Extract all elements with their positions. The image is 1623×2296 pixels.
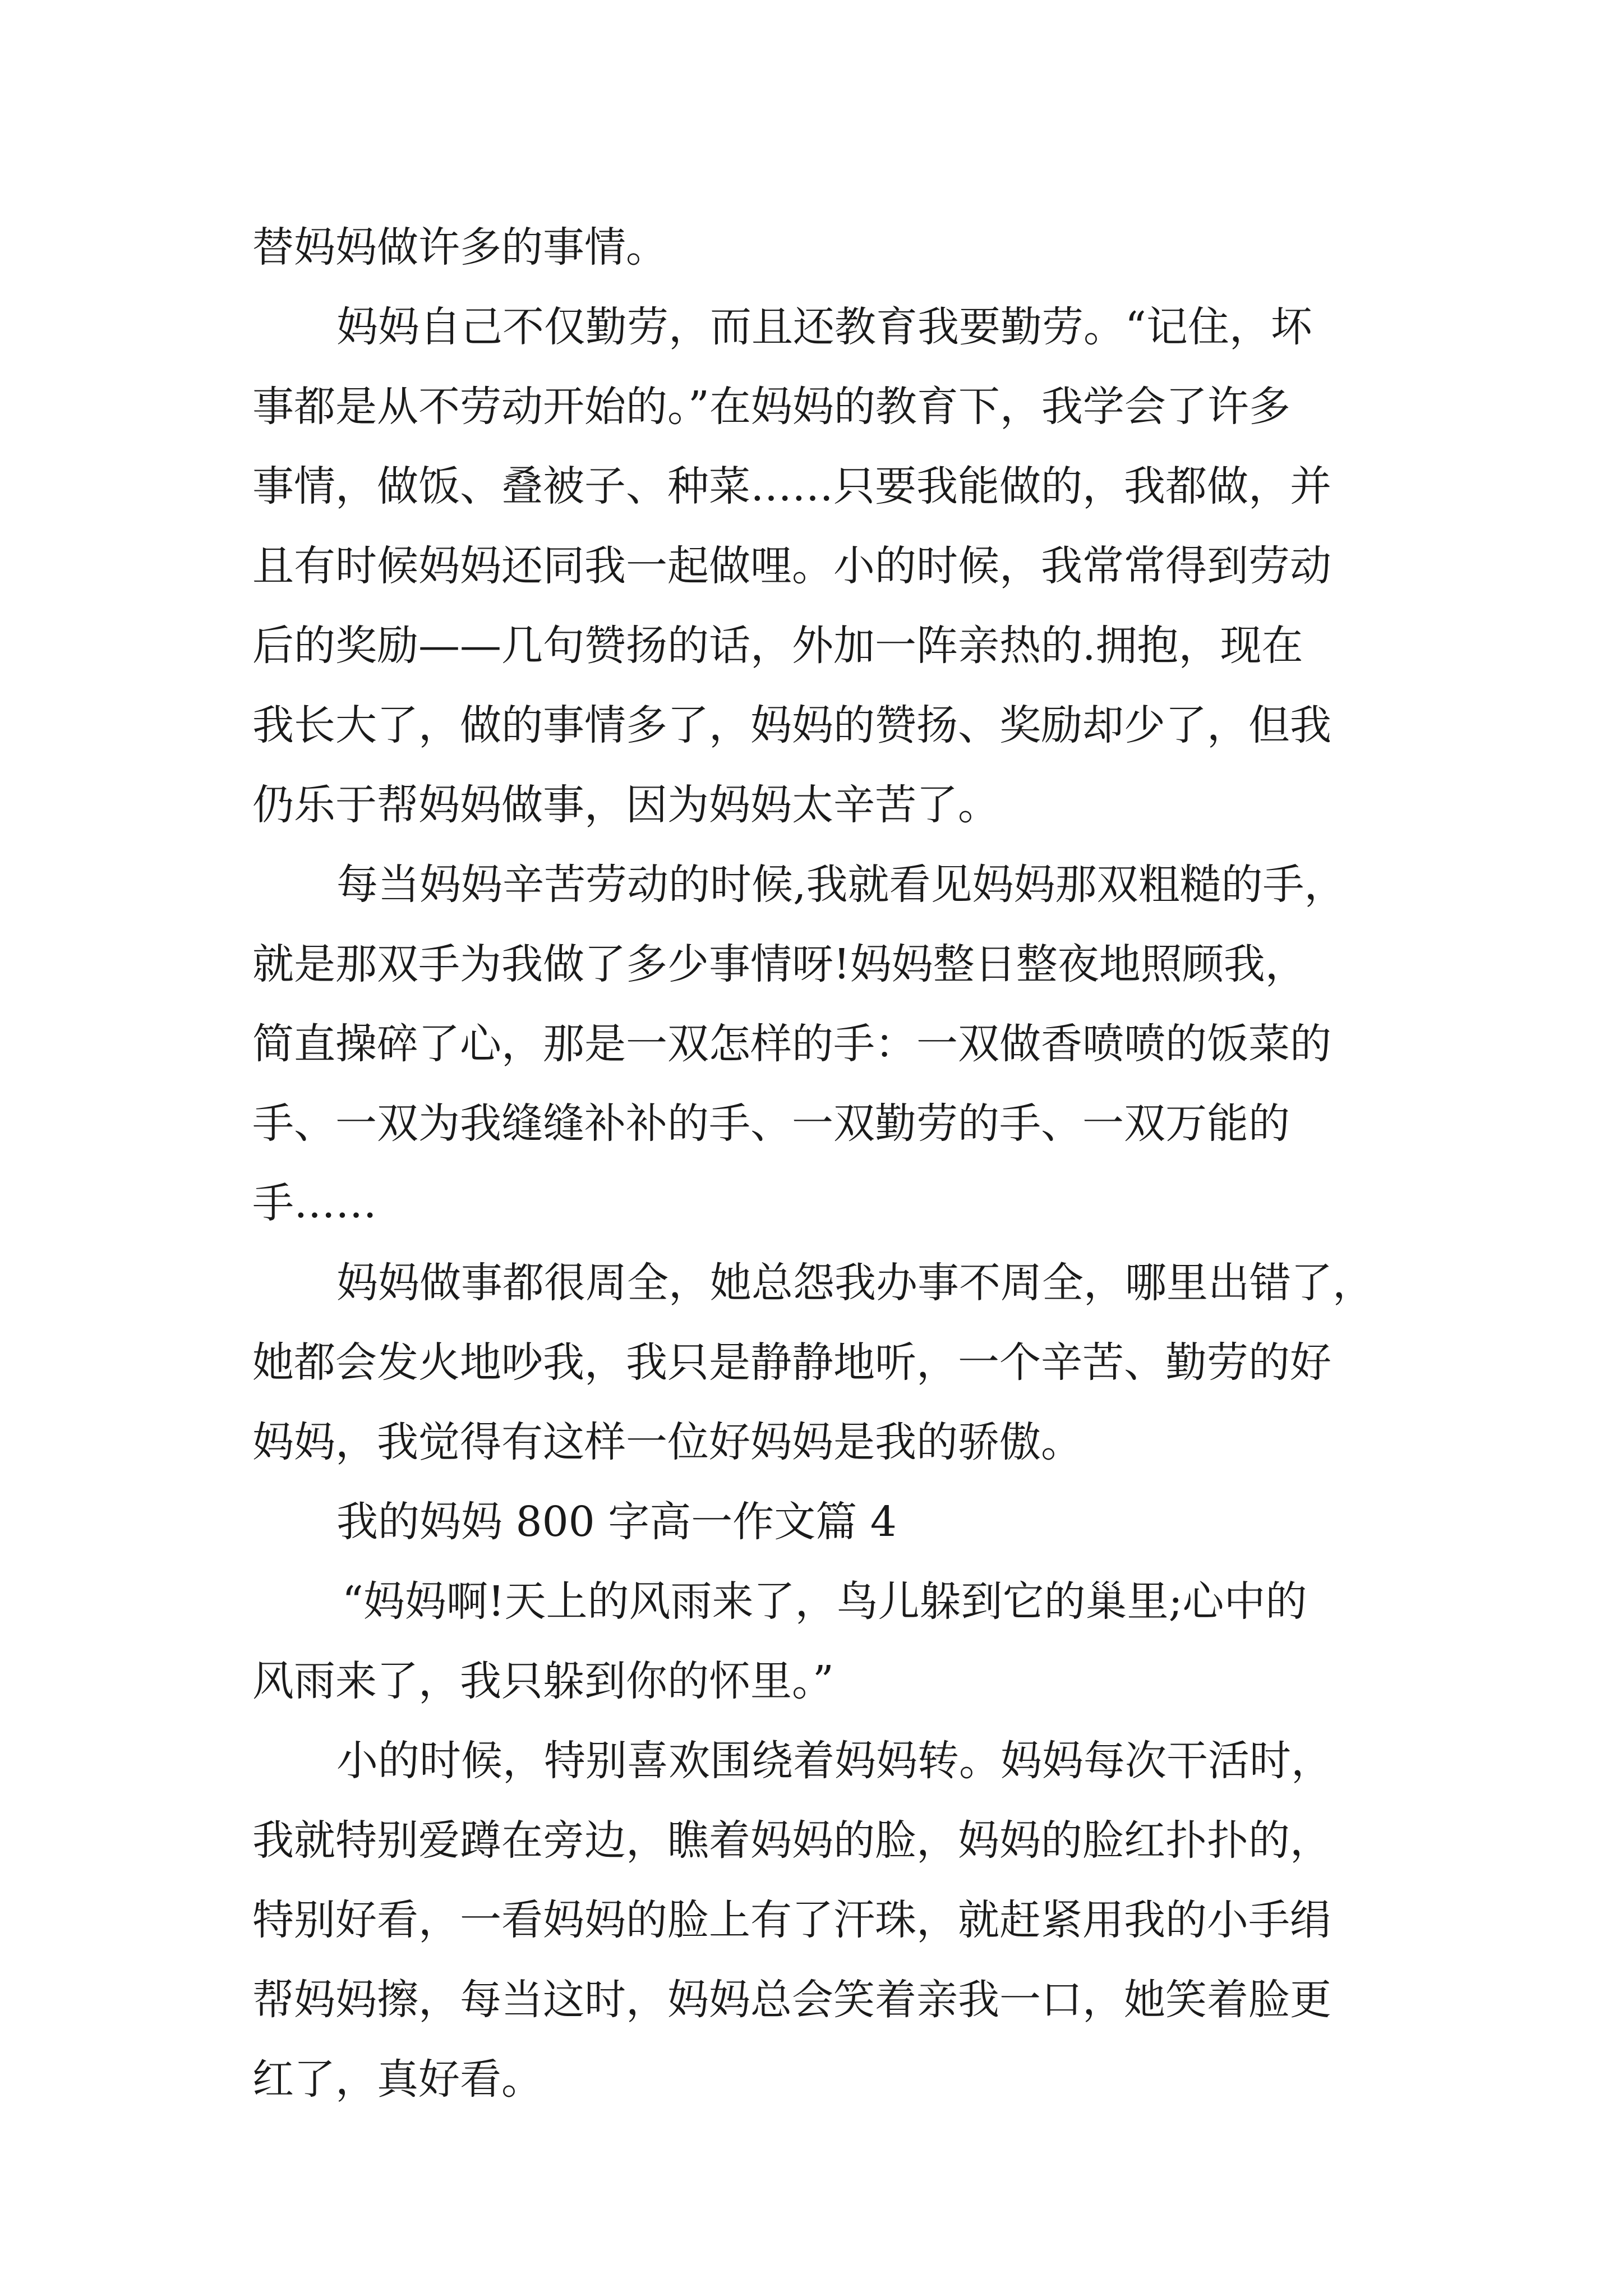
text-line: 后的奖励——几句赞扬的话，外加一阵亲热的.拥抱，现在 (252, 622, 1303, 670)
text-line: 帮妈妈擦，每当这时，妈妈总会笑着亲我一口，她笑着脸更 (252, 1976, 1331, 2024)
text-line: 仍乐于帮妈妈做事，因为妈妈太辛苦了。 (252, 781, 999, 829)
text-line: 我就特别爱蹲在旁边，瞧着妈妈的脸，妈妈的脸红扑扑的， (252, 1816, 1331, 1865)
text-line: 她都会发火地吵我，我只是静静地听，一个辛苦、勤劳的好 (252, 1338, 1331, 1387)
text-line: 简直操碎了心，那是一双怎样的手：一双做香喷喷的饭菜的 (252, 1020, 1331, 1068)
paragraph-first-line: “妈妈啊!天上的风雨来了，鸟儿躲到它的巢里;心中的 (342, 1577, 1307, 1626)
paragraph-first-line: 妈妈自己不仅勤劳，而且还教育我要勤劳。“记住，坏 (336, 303, 1312, 351)
text-line: 替妈妈做许多的事情。 (252, 223, 667, 272)
paragraph-first-line: 小的时候，特别喜欢围绕着妈妈转。妈妈每次干活时， (336, 1737, 1332, 1785)
text-line: 特别好看，一看妈妈的脸上有了汗珠，就赶紧用我的小手绢 (252, 1896, 1331, 1944)
text-line: 事情，做饭、叠被子、种菜……只要我能做的，我都做，并 (252, 462, 1331, 510)
section-heading: 我的妈妈 800 字高一作文篇 4 (336, 1498, 897, 1546)
text-line: 我长大了，做的事情多了，妈妈的赞扬、奖励却少了，但我 (252, 701, 1331, 749)
text-line: 风雨来了，我只躲到你的怀里。” (252, 1657, 834, 1705)
text-line: 手…… (252, 1179, 377, 1227)
text-line: 且有时候妈妈还同我一起做哩。小的时候，我常常得到劳动 (252, 542, 1331, 590)
paragraph-first-line: 妈妈做事都很周全，她总怨我办事不周全，哪里出错了， (336, 1259, 1374, 1307)
text-line: 手、一双为我缝缝补补的手、一双勤劳的手、一双万能的 (252, 1099, 1290, 1148)
paragraph-first-line: 每当妈妈辛苦劳动的时候,我就看见妈妈那双粗糙的手， (336, 861, 1346, 909)
text-line: 红了，真好看。 (252, 2055, 543, 2104)
text-line: 事都是从不劳动开始的。”在妈妈的教育下，我学会了许多 (252, 383, 1290, 431)
text-line: 妈妈，我觉得有这样一位好妈妈是我的骄傲。 (252, 1418, 1082, 1466)
text-line: 就是那双手为我做了多少事情呀!妈妈整日整夜地照顾我， (252, 940, 1307, 988)
